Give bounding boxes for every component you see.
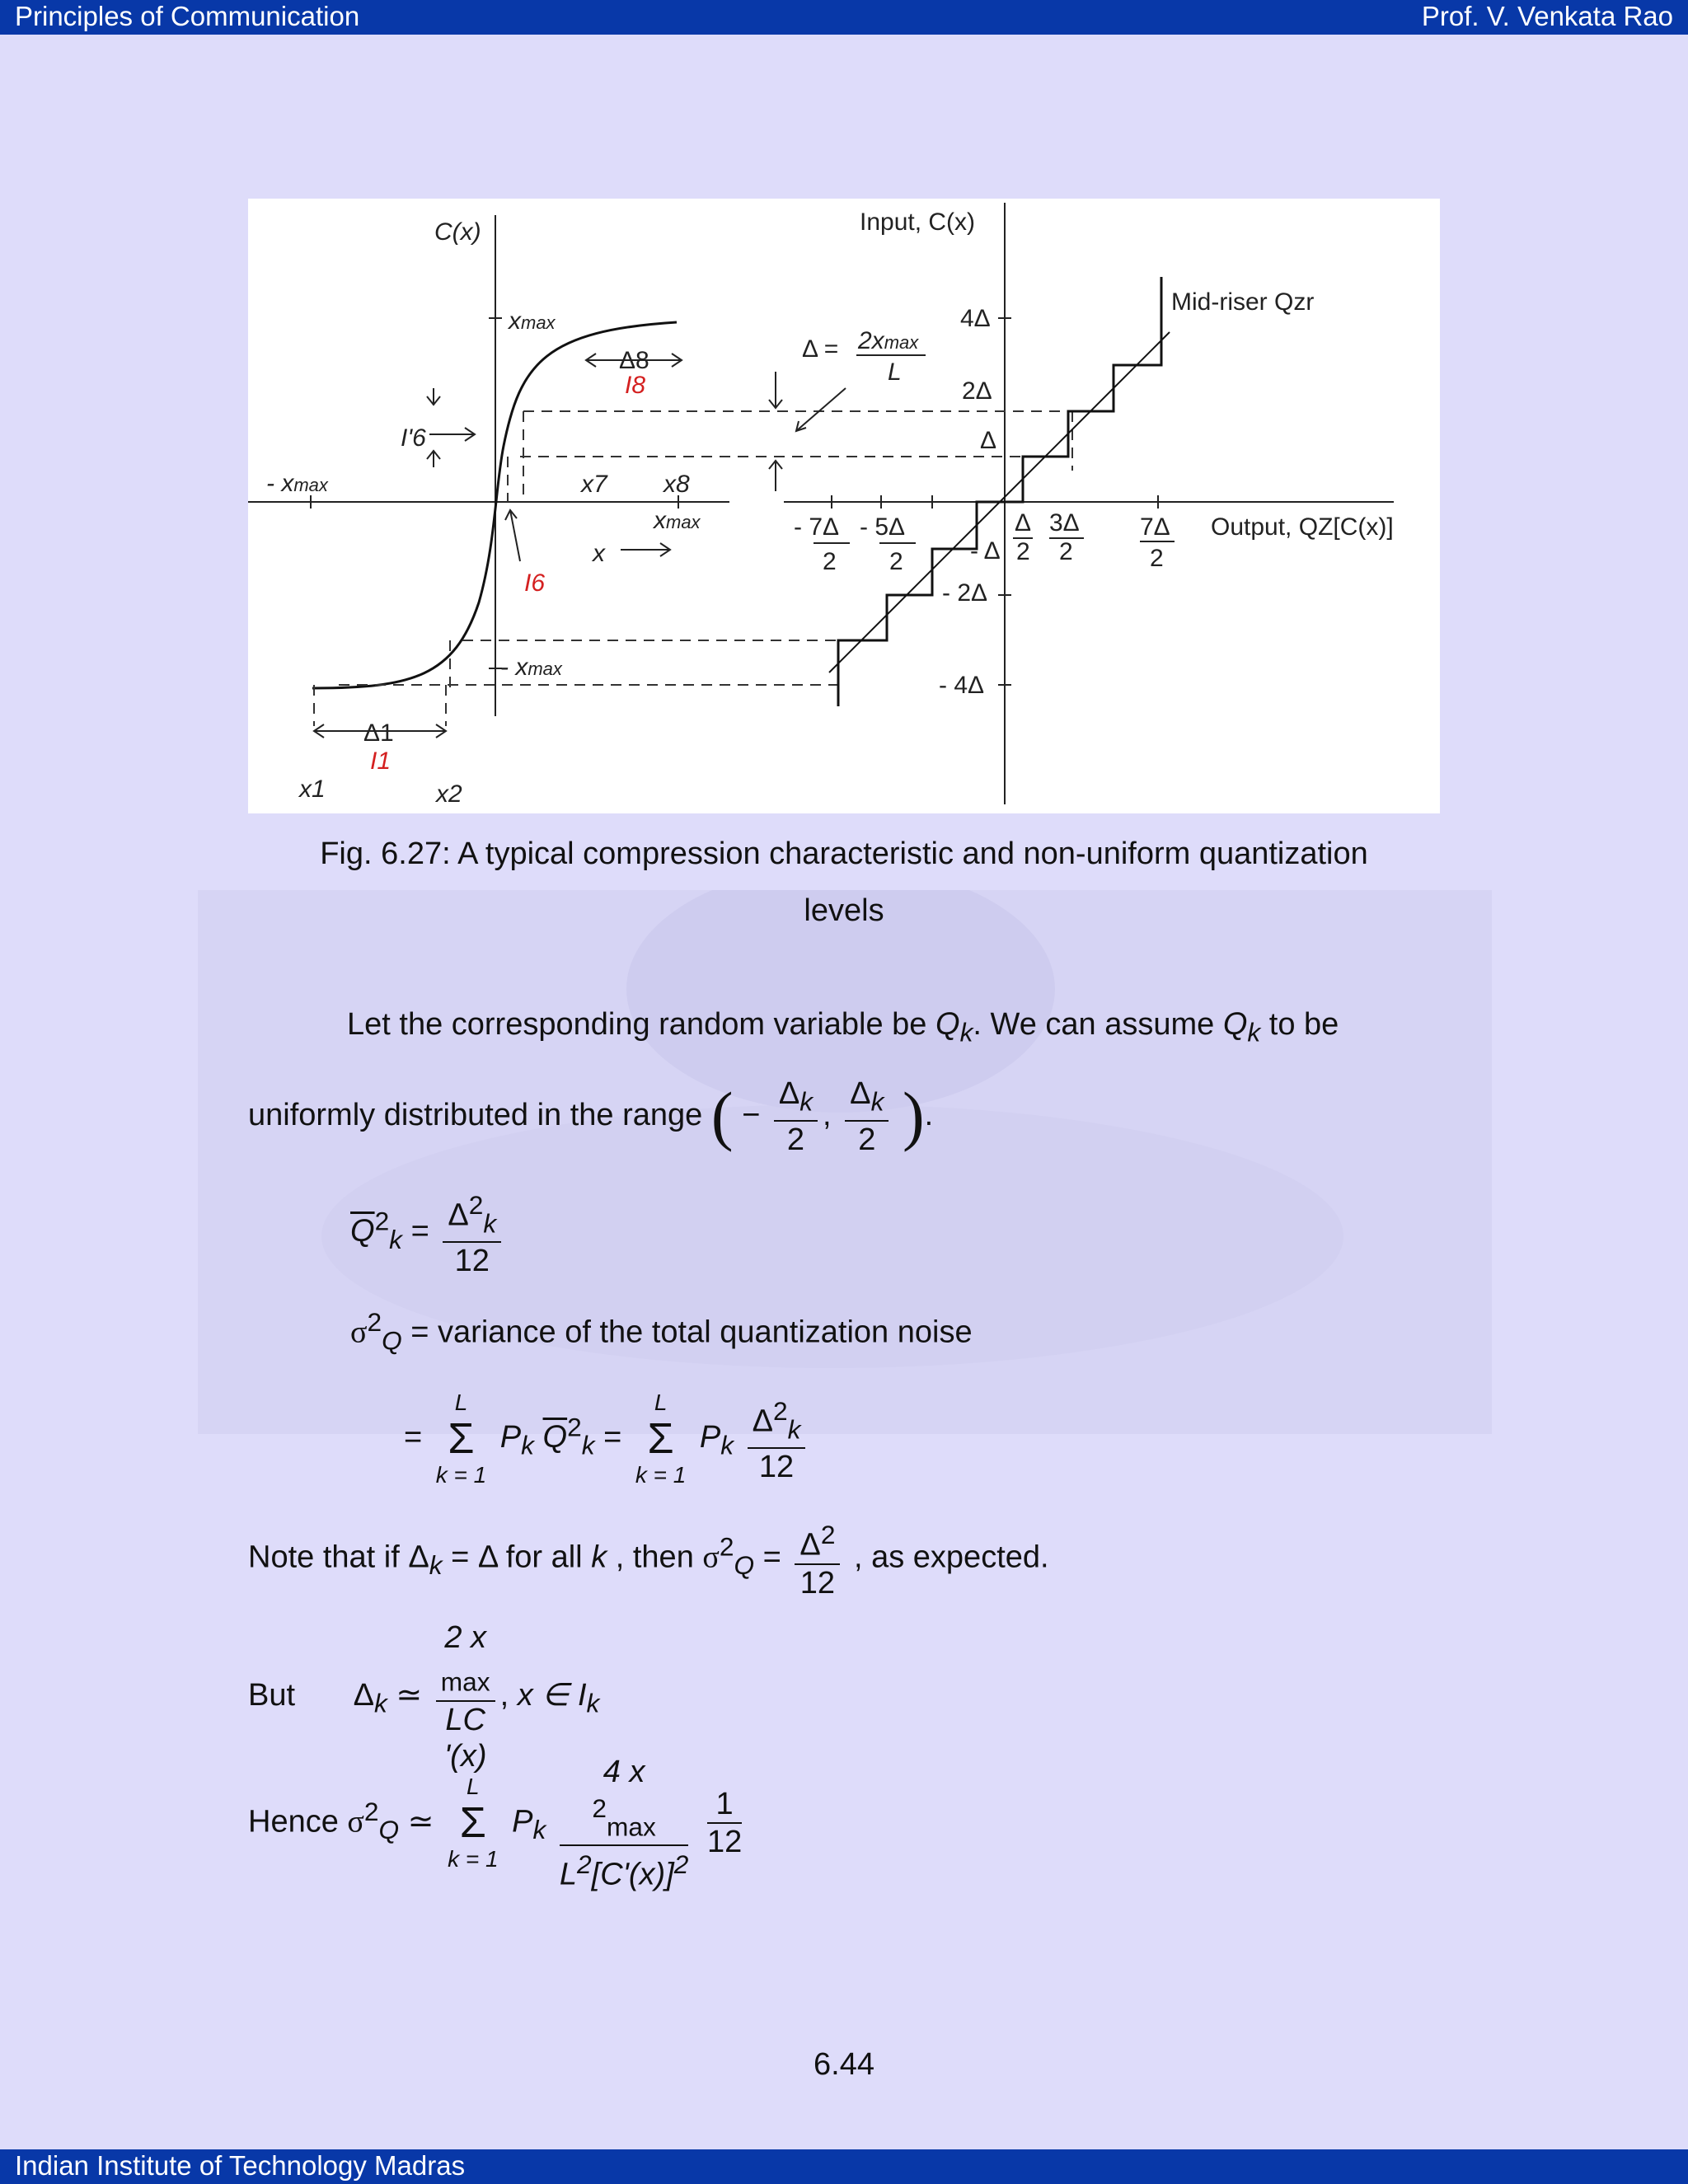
svg-text:2: 2 [1150,545,1164,572]
label-x7: x7 [581,471,607,498]
header-course-title: Principles of Communication [15,1,360,31]
label-neg-xmax-left: - xmax [266,470,328,497]
label-delta-eq: Δ = [802,335,839,363]
paragraph-note: Note that if $\Delta_k = \Delta$ for all k , then $\sigma^2_Q$ = $\frac{\Delta^2}{12}$ , as expected. [248,1516,1049,1601]
tick-2delta: 2Δ [962,377,992,405]
label-midriser: Mid-riser Qzr [1171,288,1315,316]
paragraph-range: uniformly distributed in the range ( − $\frac{\Delta_k}{2}$ , $\frac{\Delta_k}{2}$ ). [248,1076,934,1157]
tick-delta-2: Δ [1015,509,1032,537]
label-x8: x8 [663,471,690,498]
tick-neg-2delta: - 2Δ [942,579,988,607]
label-I6-prime: I'6 [401,424,426,452]
label-I6: I6 [524,569,546,597]
label-x-arrow: x [593,540,605,567]
paragraph-random-variable: Let the corresponding random variable be $Q_k$. We can assume $Q_k$ to be [347,1007,1339,1047]
figure-compression-characteristic [248,199,1440,813]
tick-3delta-2: 3Δ [1049,509,1080,537]
equation-qk-squared: $\overline{Q}^2_k$ = $\frac{\Delta^2_k}{12}$ [350,1187,506,1279]
label-delta8: Δ8 [619,347,649,374]
label-cx: C(x) [434,218,481,246]
equation-variance-sum: = L Σ k = 1 $P_k$ $\overline{Q}^2_k$ = L Σ k = 1 $P_k$ $\frac{\Delta^2_k}{12}$ [404,1385,810,1493]
svg-text:2: 2 [823,548,837,575]
label-xmax-axis: xmax [654,507,701,534]
equation-hence-variance: Hence $\sigma^2_Q$ ≃ L Σ k = 1 $P_k$ 4 x $^2_{max}$ $L^2[C'(x)]^2$ $\frac{1}{12}$ [248,1755,743,1892]
label-output: Output, QZ[C(x)] [1211,513,1394,541]
svg-text:2: 2 [889,548,903,575]
equation-variance-definition: $\sigma^2_Q$ = variance of the total quantization noise [350,1307,973,1356]
label-delta-den: L [888,359,902,386]
page-number: 6.44 [814,2047,874,2082]
label-x2: x2 [436,780,462,808]
footer-institution: Indian Institute of Technology Madras [15,2150,466,2181]
tick-delta: Δ [980,427,997,454]
label-delta-num: 2xmax [858,327,919,354]
figure-caption: Fig. 6.27: A typical compression characteristic and non-uniform quantization levels [320,837,1368,928]
tick-neg-delta: - Δ [970,537,1001,565]
label-x1: x1 [299,776,326,803]
label-I8: I8 [625,372,646,399]
footer-bar [0,2149,1688,2184]
svg-text:2: 2 [1016,538,1030,565]
tick-neg-4delta: - 4Δ [939,672,985,699]
label-neg-xmax-bottom: - xmax [500,654,562,681]
header-author: Prof. V. Venkata Rao [1421,1,1673,31]
label-delta1: Δ1 [363,719,394,747]
tick-neg-5delta-2: - 5Δ [860,513,906,541]
label-input: Input, C(x) [860,209,976,236]
tick-4delta: 4Δ [960,305,991,332]
header-bar [0,0,1688,35]
tick-7delta-2: 7Δ [1140,513,1170,541]
equation-delta-k-approx: But $\Delta_k$ ≃ 2 x $_{max}$ LC '(x) , x ∈ $I_k$ [248,1620,600,1774]
tick-neg-7delta-2: - 7Δ [794,513,840,541]
label-I1: I1 [370,748,392,775]
svg-text:2: 2 [1059,538,1073,565]
label-xmax-top: xmax [509,307,556,335]
